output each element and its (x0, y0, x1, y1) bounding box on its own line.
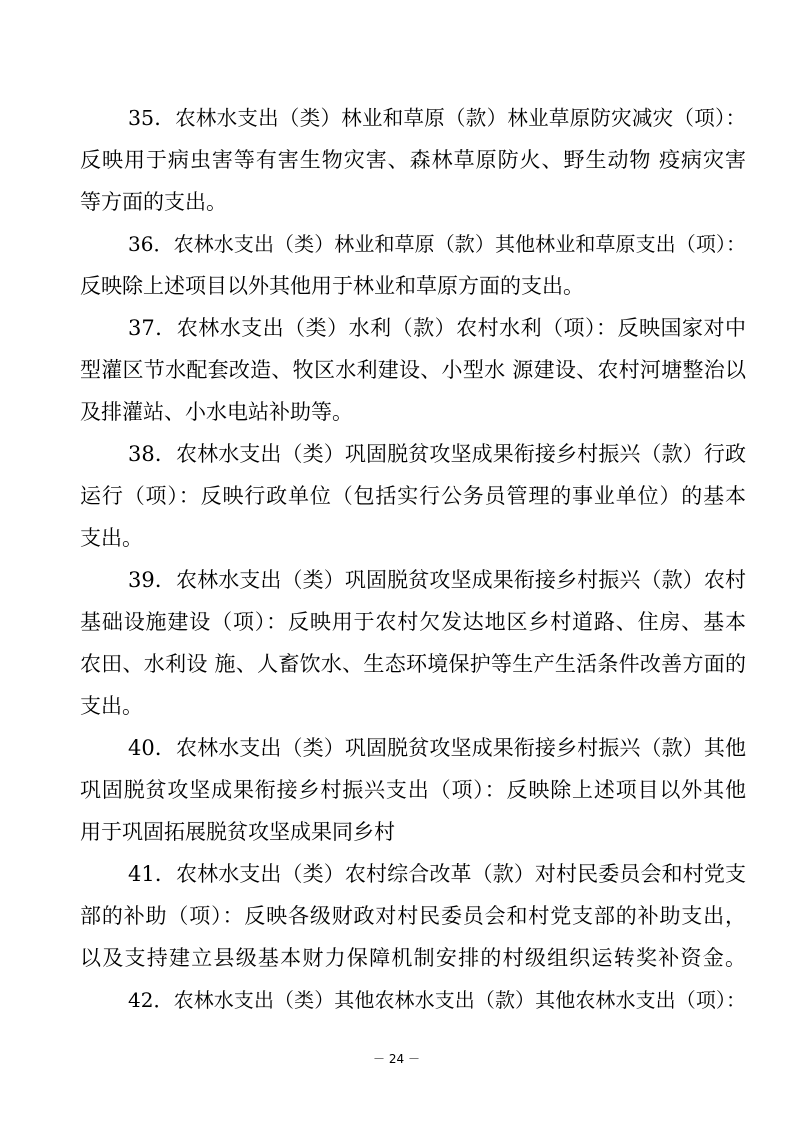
item-40-line-2: 巩固脱贫攻坚成果衔接乡村振兴支出（项）：反映除上述项目以外其他 (80, 778, 746, 802)
item-36-line-2: 反映除上述项目以外其他用于林业和草原方面的支出。 (80, 274, 584, 298)
item-42-line-1: 42．农林水支出（类）其他农林水支出（款）其他农林水支出（项）： (128, 988, 746, 1012)
item-35-line-1: 35．农林水支出（类）林业和草原（款）林业草原防灾减灾（项）： (128, 106, 746, 130)
item-41-line-3: 以及支持建立县级基本财力保障机制安排的村级组织运转奖补资金。 (80, 946, 746, 970)
item-37-line-3: 及排灌站、小水电站补助等。 (80, 400, 353, 424)
item-40-line-3: 用于巩固拓展脱贫攻坚成果同乡村 (80, 820, 395, 844)
item-39-line-2: 基础设施建设（项）：反映用于农村欠发达地区乡村道路、住房、基本 (80, 610, 746, 634)
item-36-line-1: 36．农林水支出（类）林业和草原（款）其他林业和草原支出（项）： (128, 232, 746, 256)
item-37-line-2: 型灌区节水配套改造、牧区水利建设、小型水 源建设、农村河塘整治以 (80, 358, 746, 382)
item-39-line-1: 39．农林水支出（类）巩固脱贫攻坚成果衔接乡村振兴（款）农村 (128, 568, 746, 592)
item-35-line-2: 反映用于病虫害等有害生物灾害、森林草原防火、野生动物 疫病灾害 (80, 148, 746, 172)
item-35-line-3: 等方面的支出。 (80, 190, 227, 214)
item-37-line-1: 37．农林水支出（类）水利（款）农村水利（项）：反映国家对中 (128, 316, 746, 340)
item-40-line-1: 40．农林水支出（类）巩固脱贫攻坚成果衔接乡村振兴（款）其他 (128, 736, 746, 760)
item-39-line-3: 农田、水利设 施、人畜饮水、生态环境保护等生产生活条件改善方面的 (80, 652, 746, 676)
item-39-line-4: 支出。 (80, 694, 143, 718)
item-41-line-2: 部的补助（项）：反映各级财政对村民委员会和村党支部的补助支出， (80, 904, 746, 928)
item-38-line-2: 运行（项）：反映行政单位（包括实行公务员管理的事业单位）的基本 (80, 484, 746, 508)
page-number: － 24 － (373, 1052, 420, 1066)
item-38-line-3: 支出。 (80, 526, 143, 550)
item-41-line-1: 41．农林水支出（类）农村综合改革（款）对村民委员会和村党支 (128, 862, 746, 886)
item-38-line-1: 38．农林水支出（类）巩固脱贫攻坚成果衔接乡村振兴（款）行政 (128, 442, 746, 466)
